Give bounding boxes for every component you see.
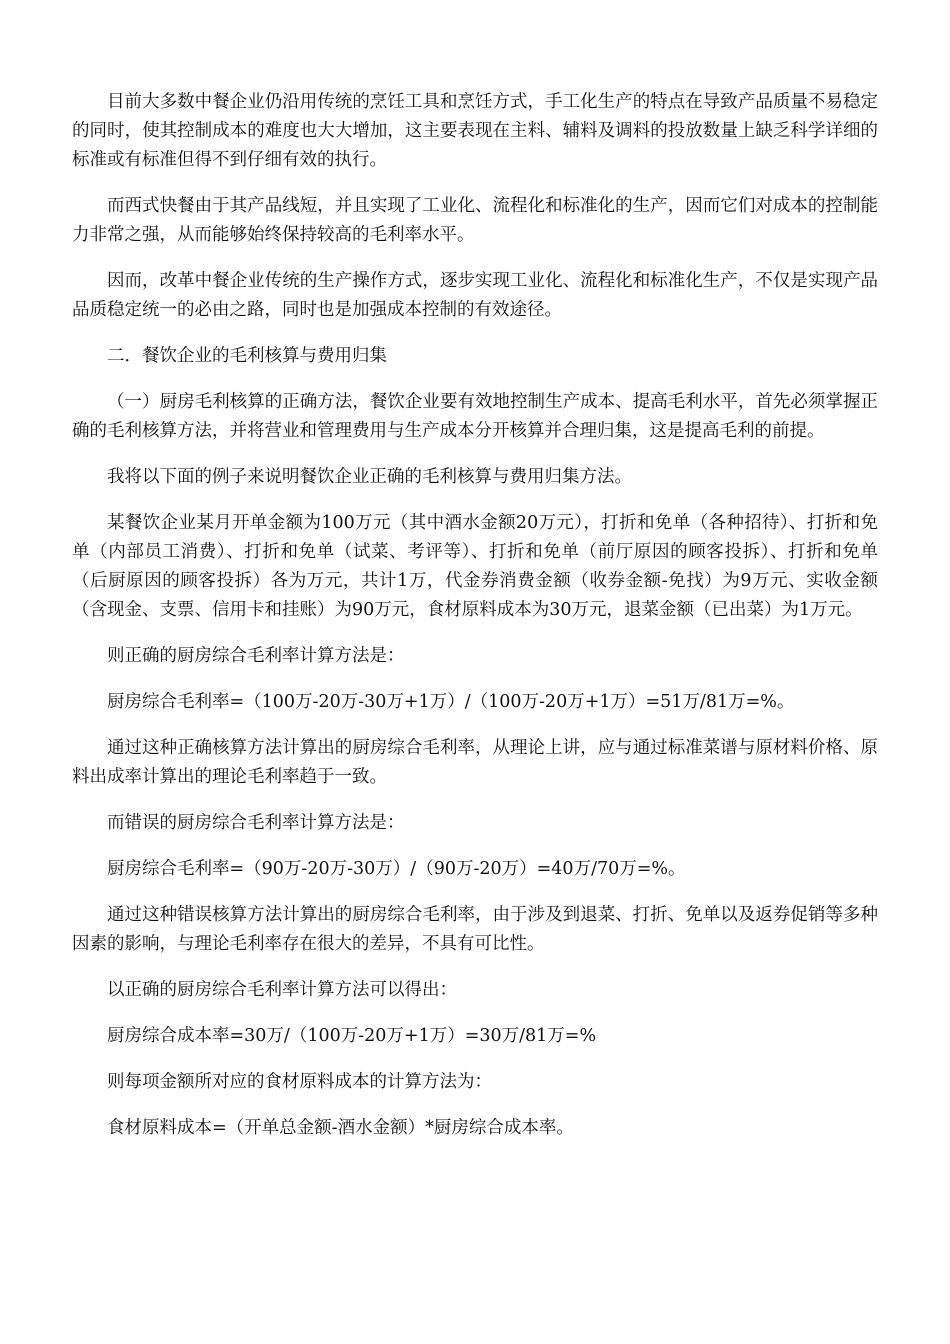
paragraph-wrong-method-intro: 而错误的厨房综合毛利率计算方法是： [107, 813, 405, 833]
paragraph-ingredient-cost-intro: 则每项金额所对应的食材原料成本的计算方法为： [107, 1072, 492, 1092]
paragraph-cost-rate-intro: 以正确的厨房综合毛利率计算方法可以得出： [107, 980, 457, 1000]
paragraph-correct-method-explanation: 通过这种正确核算方法计算出的厨房综合毛利率，从理论上讲，应与通过标准菜谱与原材料价格、原料出成率计算出的理论毛利率趋于一致。 [72, 738, 878, 787]
formula-ingredient-cost: 食材原料成本=（开单总金额-酒水金额）*厨房综合成本率。 [107, 1118, 574, 1138]
paragraph-example-figures: 某餐饮企业某月开单金额为100万元（其中酒水金额20万元），打折和免单（各种招待）、打折和免单（内部员工消费）、打折和免单（试菜、考评等）、打折和免单（前厅原因的顾客投拆）、打折和免单（后厨原因的顾客投拆）各为万元，共计1万，代金券消费金额（收券金额-免找）为9万元、实收金额（含现金、支票、信用卡和挂账）为90万元，食材原料成本为30万元，退菜金额（已出菜）为1万元。 [72, 513, 878, 620]
paragraph-correct-method-intro: 则正确的厨房综合毛利率计算方法是： [107, 646, 405, 666]
paragraph-reform-production: 因而，改革中餐企业传统的生产操作方式，逐步实现工业化、流程化和标准化生产，不仅是实现产品品质稳定统一的必由之路，同时也是加强成本控制的有效途径。 [72, 271, 878, 320]
formula-correct-gross-margin: 厨房综合毛利率=（100万-20万-30万+1万）/（100万-20万+1万）=51万/81万=%。 [107, 692, 795, 712]
paragraph-chinese-cooking-methods: 目前大多数中餐企业仍沿用传统的烹饪工具和烹饪方式，手工化生产的特点在导致产品质量不易稳定的同时，使其控制成本的难度也大大增加，这主要表现在主料、辅料及调料的投放数量上缺乏科学详细的标准或有标准但得不到仔细有效的执行。 [72, 92, 878, 170]
paragraph-western-fast-food: 而西式快餐由于其产品线短，并且实现了工业化、流程化和标准化的生产，因而它们对成本的控制能力非常之强，从而能够始终保持较高的毛利率水平。 [72, 196, 878, 245]
formula-kitchen-cost-rate: 厨房综合成本率=30万/（100万-20万+1万）=30万/81万=% [107, 1026, 597, 1046]
document-page [72, 88, 878, 1160]
section-heading-gross-profit: 二．餐饮企业的毛利核算与费用归集 [107, 346, 387, 366]
formula-wrong-gross-margin: 厨房综合毛利率=（90万-20万-30万）/（90万-20万）=40万/70万=%。 [107, 859, 686, 879]
paragraph-kitchen-gross-profit-method: （一）厨房毛利核算的正确方法，餐饮企业要有效地控制生产成本、提高毛利水平，首先必须掌握正确的毛利核算方法，并将营业和管理费用与生产成本分开核算并合理归集，这是提高毛利的前提。 [72, 392, 878, 441]
paragraph-example-intro: 我将以下面的例子来说明餐饮企业正确的毛利核算与费用归集方法。 [107, 467, 632, 487]
paragraph-wrong-method-explanation: 通过这种错误核算方法计算出的厨房综合毛利率，由于涉及到退菜、打折、免单以及返券促销等多种因素的影响，与理论毛利率存在很大的差异，不具有可比性。 [72, 905, 878, 954]
